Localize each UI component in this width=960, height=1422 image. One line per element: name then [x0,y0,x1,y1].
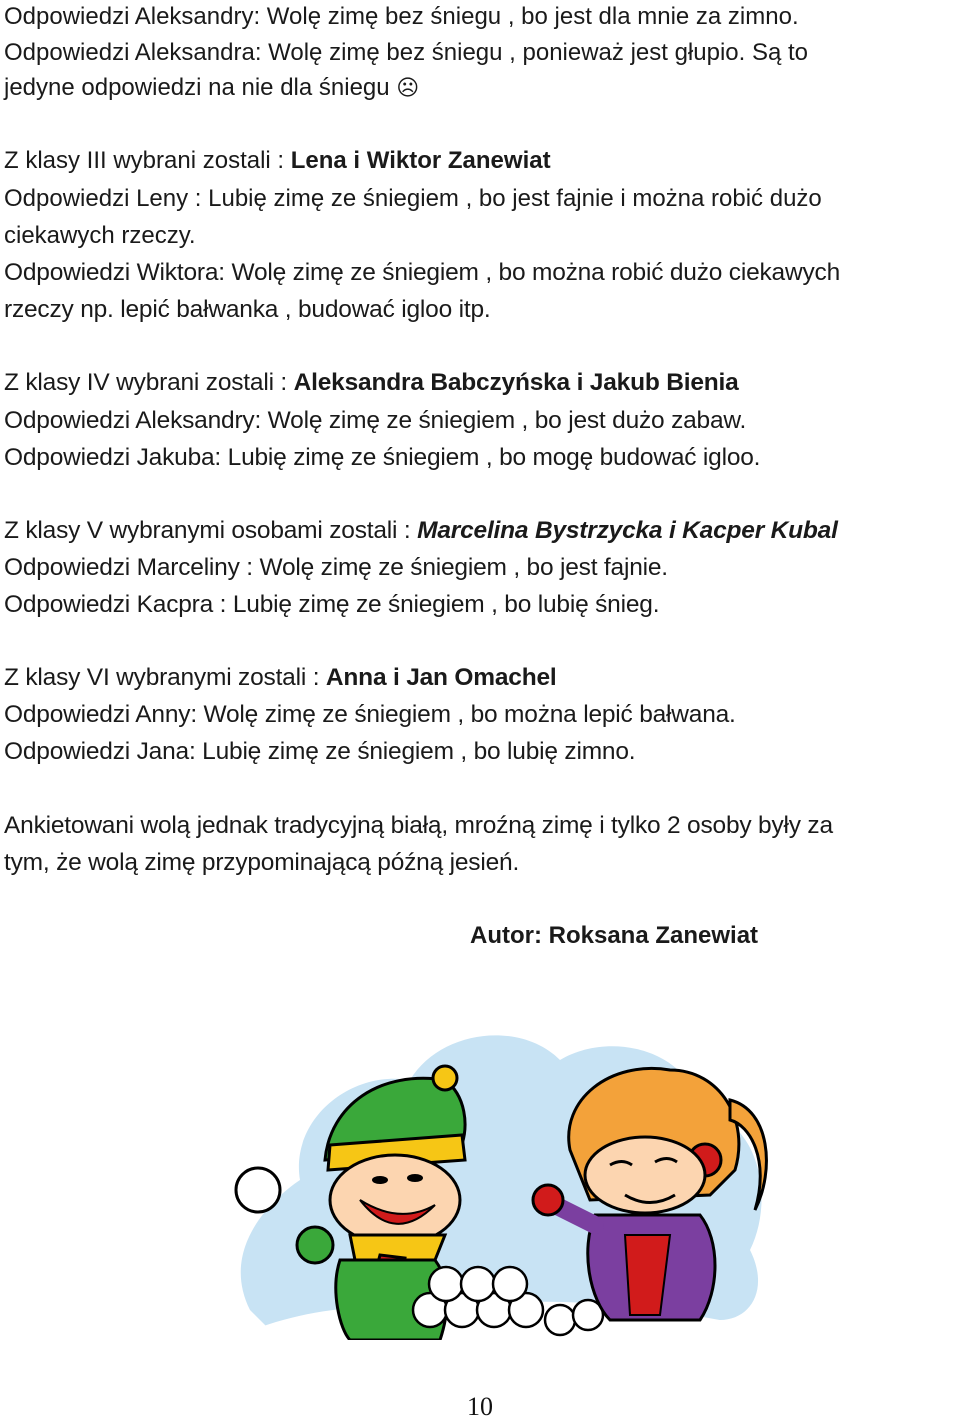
answer-anna: Odpowiedzi Anny: Wolę zimę ze śniegiem , bo można lepić bałwana. [4,701,736,728]
answer-jan: Odpowiedzi Jana: Lubię zimę ze śniegiem , bo lubię zimno. [4,738,636,765]
class-3-names: Lena i Wiktor Zanewiat [290,147,551,174]
answer-lena-cont: ciekawych rzeczy. [4,222,196,249]
sad-face-icon: ☹ [396,76,420,101]
answer-wiktor-cont: rzeczy np. lepić bałwanka , budować igloo itp. [4,296,491,323]
author-line: Autor: Roksana Zanewiat [470,922,759,949]
answer-kacper: Odpowiedzi Kacpra : Lubię zimę ze śniegiem , bo lubię śnieg. [4,591,660,618]
class-4-heading: Z klasy IV wybrani zostali : Aleksandra Babczyńska i Jakub Bienia [4,369,739,396]
class-4-names: Aleksandra Babczyńska i Jakub Bienia [293,369,739,396]
answer-aleksandra-iv: Odpowiedzi Aleksandry: Wolę zimę ze śniegiem , bo jest dużo zabaw. [4,407,747,434]
summary-line: jedyne odpowiedzi na nie dla śniegu ☹ [4,74,420,101]
class-5-names: Marcelina Bystrzycka i Kacper Kubal [417,517,838,544]
page-number: 10 [467,1392,493,1421]
class-6-heading: Z klasy VI wybranymi zostali : Anna i Jan Omachel [4,664,557,691]
answer-aleksander: Odpowiedzi Aleksandra: Wolę zimę bez śniegu , ponieważ jest głupio. Są to [4,39,809,66]
class-6-names: Anna i Jan Omachel [325,664,557,691]
answer-wiktor: Odpowiedzi Wiktora: Wolę zimę ze śniegiem , bo można robić dużo ciekawych [4,259,840,286]
snowball-fight-illustration [230,1010,770,1340]
class-5-heading: Z klasy V wybranymi osobami zostali : Marcelina Bystrzycka i Kacper Kubal [4,517,838,544]
answer-lena: Odpowiedzi Leny : Lubię zimę ze śniegiem , bo jest fajnie i można robić dużo [4,185,822,212]
class-3-heading: Z klasy III wybrani zostali : Lena i Wiktor Zanewiat [4,147,551,174]
answer-jakub: Odpowiedzi Jakuba: Lubię zimę ze śniegiem , bo mogę budować igloo. [4,444,761,471]
answer-marcelina: Odpowiedzi Marceliny : Wolę zimę ze śniegiem , bo jest fajnie. [4,554,668,581]
conclusion-cont: tym, że wolą zimę przypominającą późną jesień. [4,849,520,876]
answer-aleksandra: Odpowiedzi Aleksandry: Wolę zimę bez śniegu , bo jest dla mnie za zimno. [4,3,799,30]
conclusion: Ankietowani wolą jednak tradycyjną białą, mroźną zimę i tylko 2 osoby były za [4,812,833,839]
